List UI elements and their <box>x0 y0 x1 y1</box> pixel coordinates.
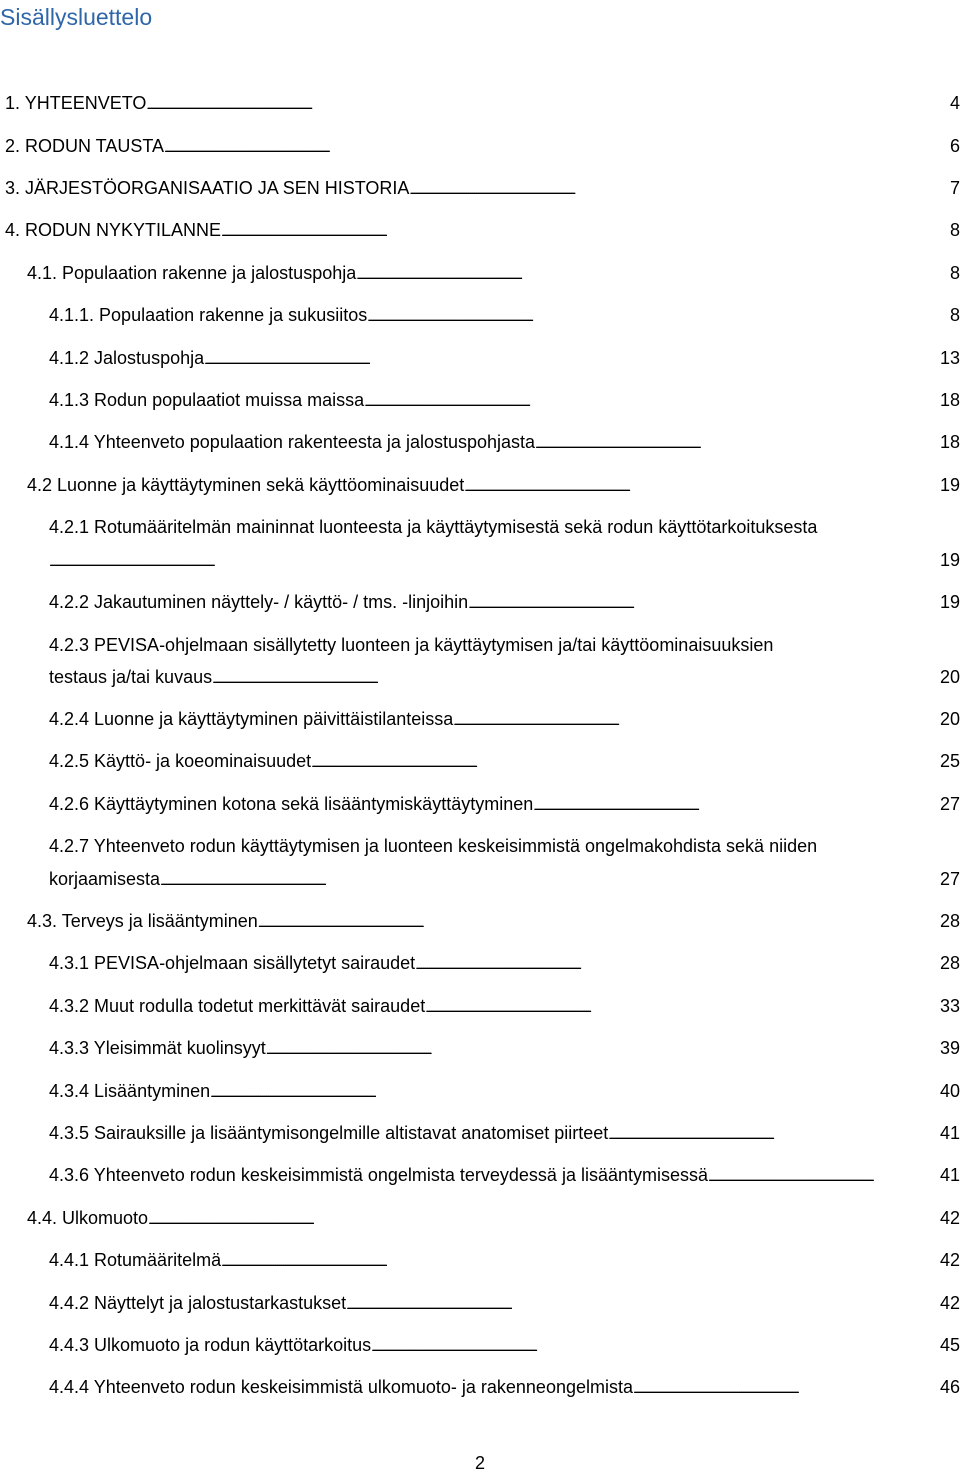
toc-entry-label: 4.3. Terveys ja lisääntyminen <box>27 911 258 931</box>
toc-entry-page: 20 <box>939 709 960 729</box>
toc-entry-page: 40 <box>939 1081 960 1101</box>
toc-entry[interactable] <box>27 469 960 501</box>
toc-entry-label: 4.1.4 Yhteenveto populaation rakenteesta ja jalostuspohjasta <box>49 432 536 452</box>
toc-entry-label: testaus ja/tai kuvaus <box>49 667 213 687</box>
toc-entry[interactable] <box>49 1159 960 1191</box>
toc-entry-page: 19 <box>939 550 960 570</box>
toc-entry-label: 4.4.4 Yhteenveto rodun keskeisimmistä ulkomuoto- ja rakenneongelmista <box>49 1377 633 1397</box>
page-number: 2 <box>474 1453 485 1473</box>
toc-leader-dots <box>258 905 938 939</box>
toc-entry-page: 19 <box>939 475 960 495</box>
toc-leader-dots <box>425 990 938 1024</box>
toc-title: Sisällysluettelo <box>0 4 153 30</box>
toc-entry-label: 2. RODUN TAUSTA <box>5 136 165 156</box>
toc-entry-label: 4.3.6 Yhteenveto rodun keskeisimmistä ongelmista terveydessä ja lisääntymisessä <box>49 1165 708 1185</box>
toc-entry[interactable] <box>49 947 960 979</box>
toc-entry-page: 4 <box>949 93 960 113</box>
toc-entry[interactable] <box>49 1287 960 1319</box>
toc-entry-label: 4.1. Populaation rakenne ja jalostuspohja <box>27 263 357 283</box>
toc-entry[interactable] <box>27 1202 960 1234</box>
toc-entry-label: 4.1.1. Populaation rakenne ja sukusiitos <box>49 305 368 325</box>
toc-leader-dots <box>367 299 948 333</box>
toc-entry-page: 18 <box>939 432 960 452</box>
toc-entry-label: 4.3.1 PEVISA-ohjelmaan sisällytetyt sairaudet <box>49 953 416 973</box>
toc-entry[interactable] <box>49 703 960 735</box>
toc-entry-page: 6 <box>949 136 960 156</box>
toc-leader-dots <box>221 1244 938 1278</box>
toc-leader-dots <box>49 544 938 578</box>
toc-entry[interactable] <box>49 1075 960 1107</box>
toc-entry-page: 42 <box>939 1208 960 1228</box>
toc-leader-dots <box>535 426 938 460</box>
toc-entry[interactable] <box>5 130 960 162</box>
toc-entry-page: 20 <box>939 667 960 687</box>
toc-entry[interactable] <box>49 1371 960 1403</box>
toc-entry-label: 4.2.7 Yhteenveto rodun käyttäytymisen ja luonteen keskeisimmistä ongelmakohdista sekä niiden <box>49 836 818 856</box>
toc-entry-page: 8 <box>949 305 960 325</box>
toc-leader-dots <box>160 863 938 897</box>
toc-leader-dots <box>464 469 938 503</box>
toc-entry-label: 4.4.3 Ulkomuoto ja rodun käyttötarkoitus <box>49 1335 372 1355</box>
toc-leader-dots <box>415 947 938 981</box>
toc-entry-page: 33 <box>939 996 960 1016</box>
toc-entry-label: 4.4.1 Rotumääritelmä <box>49 1250 222 1270</box>
toc-entry-page: 19 <box>939 592 960 612</box>
toc-entry-label: korjaamisesta <box>49 869 161 889</box>
toc-entry-label: 4.2.4 Luonne ja käyttäytyminen päivittäistilanteissa <box>49 709 454 729</box>
toc-entry-label: 4.2.3 PEVISA-ohjelmaan sisällytetty luonteen ja käyttäytymisen ja/tai käyttöominaisuuksien <box>49 635 774 655</box>
toc-entry[interactable] <box>5 87 960 119</box>
toc-entry-label: 4.4.2 Näyttelyt ja jalostustarkastukset <box>49 1293 347 1313</box>
toc-entry-label: 1. YHTEENVETO <box>5 93 147 113</box>
toc-entry-page: 41 <box>939 1123 960 1143</box>
toc-entry-label: 4.3.5 Sairauksille ja lisääntymisongelmille altistavat anatomiset piirteet <box>49 1123 609 1143</box>
toc-entry-label: 4.3.4 Lisääntyminen <box>49 1081 211 1101</box>
toc-entry[interactable] <box>49 1244 960 1276</box>
toc-entry[interactable] <box>5 214 960 246</box>
toc-entry-label: 4.2 Luonne ja käyttäytyminen sekä käyttöominaisuudet <box>27 475 465 495</box>
toc-leader-dots <box>210 1075 938 1109</box>
toc-leader-dots <box>146 87 948 121</box>
toc-entry-label: 4.2.5 Käyttö- ja koeominaisuudet <box>49 751 312 771</box>
toc-entry[interactable] <box>49 863 960 895</box>
toc-leader-dots <box>468 586 938 620</box>
toc-leader-dots <box>164 130 948 164</box>
toc-leader-dots <box>533 788 938 822</box>
toc-entry[interactable] <box>49 661 960 693</box>
toc-leader-dots <box>266 1032 938 1066</box>
toc-entry-label: 4.3.2 Muut rodulla todetut merkittävät sairaudet <box>49 996 426 1016</box>
toc-leader-dots <box>608 1117 938 1151</box>
toc-entry-page: 18 <box>939 390 960 410</box>
toc-entry[interactable] <box>49 426 960 458</box>
toc-leader-dots <box>212 661 938 695</box>
toc-entry[interactable] <box>49 299 960 331</box>
toc-entry-page: 46 <box>939 1377 960 1397</box>
toc-leader-dots <box>221 214 948 248</box>
toc-entry-label: 4.2.1 Rotumääritelmän maininnat luonteesta ja käyttäytymisestä sekä rodun käyttötarkoituksesta <box>49 517 818 537</box>
toc-entry-label: 4.4. Ulkomuoto <box>27 1208 149 1228</box>
toc-entry[interactable] <box>49 1117 960 1149</box>
toc-entry-page: 45 <box>939 1335 960 1355</box>
toc-entry[interactable] <box>49 384 960 416</box>
toc-leader-dots <box>356 257 948 291</box>
toc-entry-label: 4.1.2 Jalostuspohja <box>49 348 205 368</box>
toc-entry[interactable] <box>49 342 960 374</box>
toc-entry[interactable] <box>49 745 960 777</box>
toc-entry-page: 42 <box>939 1293 960 1313</box>
toc-leader-dots <box>311 745 938 779</box>
toc-entry-page: 41 <box>939 1165 960 1185</box>
toc-leader-dots <box>633 1371 938 1405</box>
toc-entry-page: 42 <box>939 1250 960 1270</box>
toc-entry[interactable] <box>49 1032 960 1064</box>
toc-entry[interactable] <box>27 905 960 937</box>
toc-entry[interactable] <box>49 586 960 618</box>
toc-leader-dots <box>409 172 948 206</box>
toc-entry-page: 28 <box>939 953 960 973</box>
toc-entry-page: 8 <box>949 220 960 240</box>
toc-entry-label: 4.2.6 Käyttäytyminen kotona sekä lisääntymiskäyttäytyminen <box>49 794 534 814</box>
toc-leader-dots <box>371 1329 938 1363</box>
toc-entry[interactable] <box>5 172 960 204</box>
toc-entry-page: 27 <box>939 869 960 889</box>
toc-leader-dots <box>708 1159 938 1193</box>
toc-entry-page: 39 <box>939 1038 960 1058</box>
toc-leader-dots <box>346 1287 938 1321</box>
toc-entry-page: 8 <box>949 263 960 283</box>
toc-entry-label: 3. JÄRJESTÖORGANISAATIO JA SEN HISTORIA <box>5 178 410 198</box>
toc-leader-dots <box>364 384 938 418</box>
toc-entry-label: 4.2.2 Jakautuminen näyttely- / käyttö- / tms. -linjoihin <box>49 592 469 612</box>
toc-entry-label: 4.1.3 Rodun populaatiot muissa maissa <box>49 390 365 410</box>
toc-leader-dots <box>148 1202 938 1236</box>
toc-entry-label: 4. RODUN NYKYTILANNE <box>5 220 222 240</box>
toc-entry[interactable] <box>27 257 960 289</box>
toc-entry-page: 7 <box>949 178 960 198</box>
toc-leader-dots <box>453 703 938 737</box>
toc-entry-page: 28 <box>939 911 960 931</box>
toc-entry[interactable] <box>49 544 960 576</box>
toc-entry-page: 13 <box>939 348 960 368</box>
toc-entry-page: 25 <box>939 751 960 771</box>
toc-leader-dots <box>204 342 938 376</box>
toc-entry[interactable] <box>49 990 960 1022</box>
toc-entry-page: 27 <box>939 794 960 814</box>
toc-entry-label: 4.3.3 Yleisimmät kuolinsyyt <box>49 1038 266 1058</box>
toc-entry[interactable] <box>49 788 960 820</box>
toc-entry[interactable] <box>49 1329 960 1361</box>
